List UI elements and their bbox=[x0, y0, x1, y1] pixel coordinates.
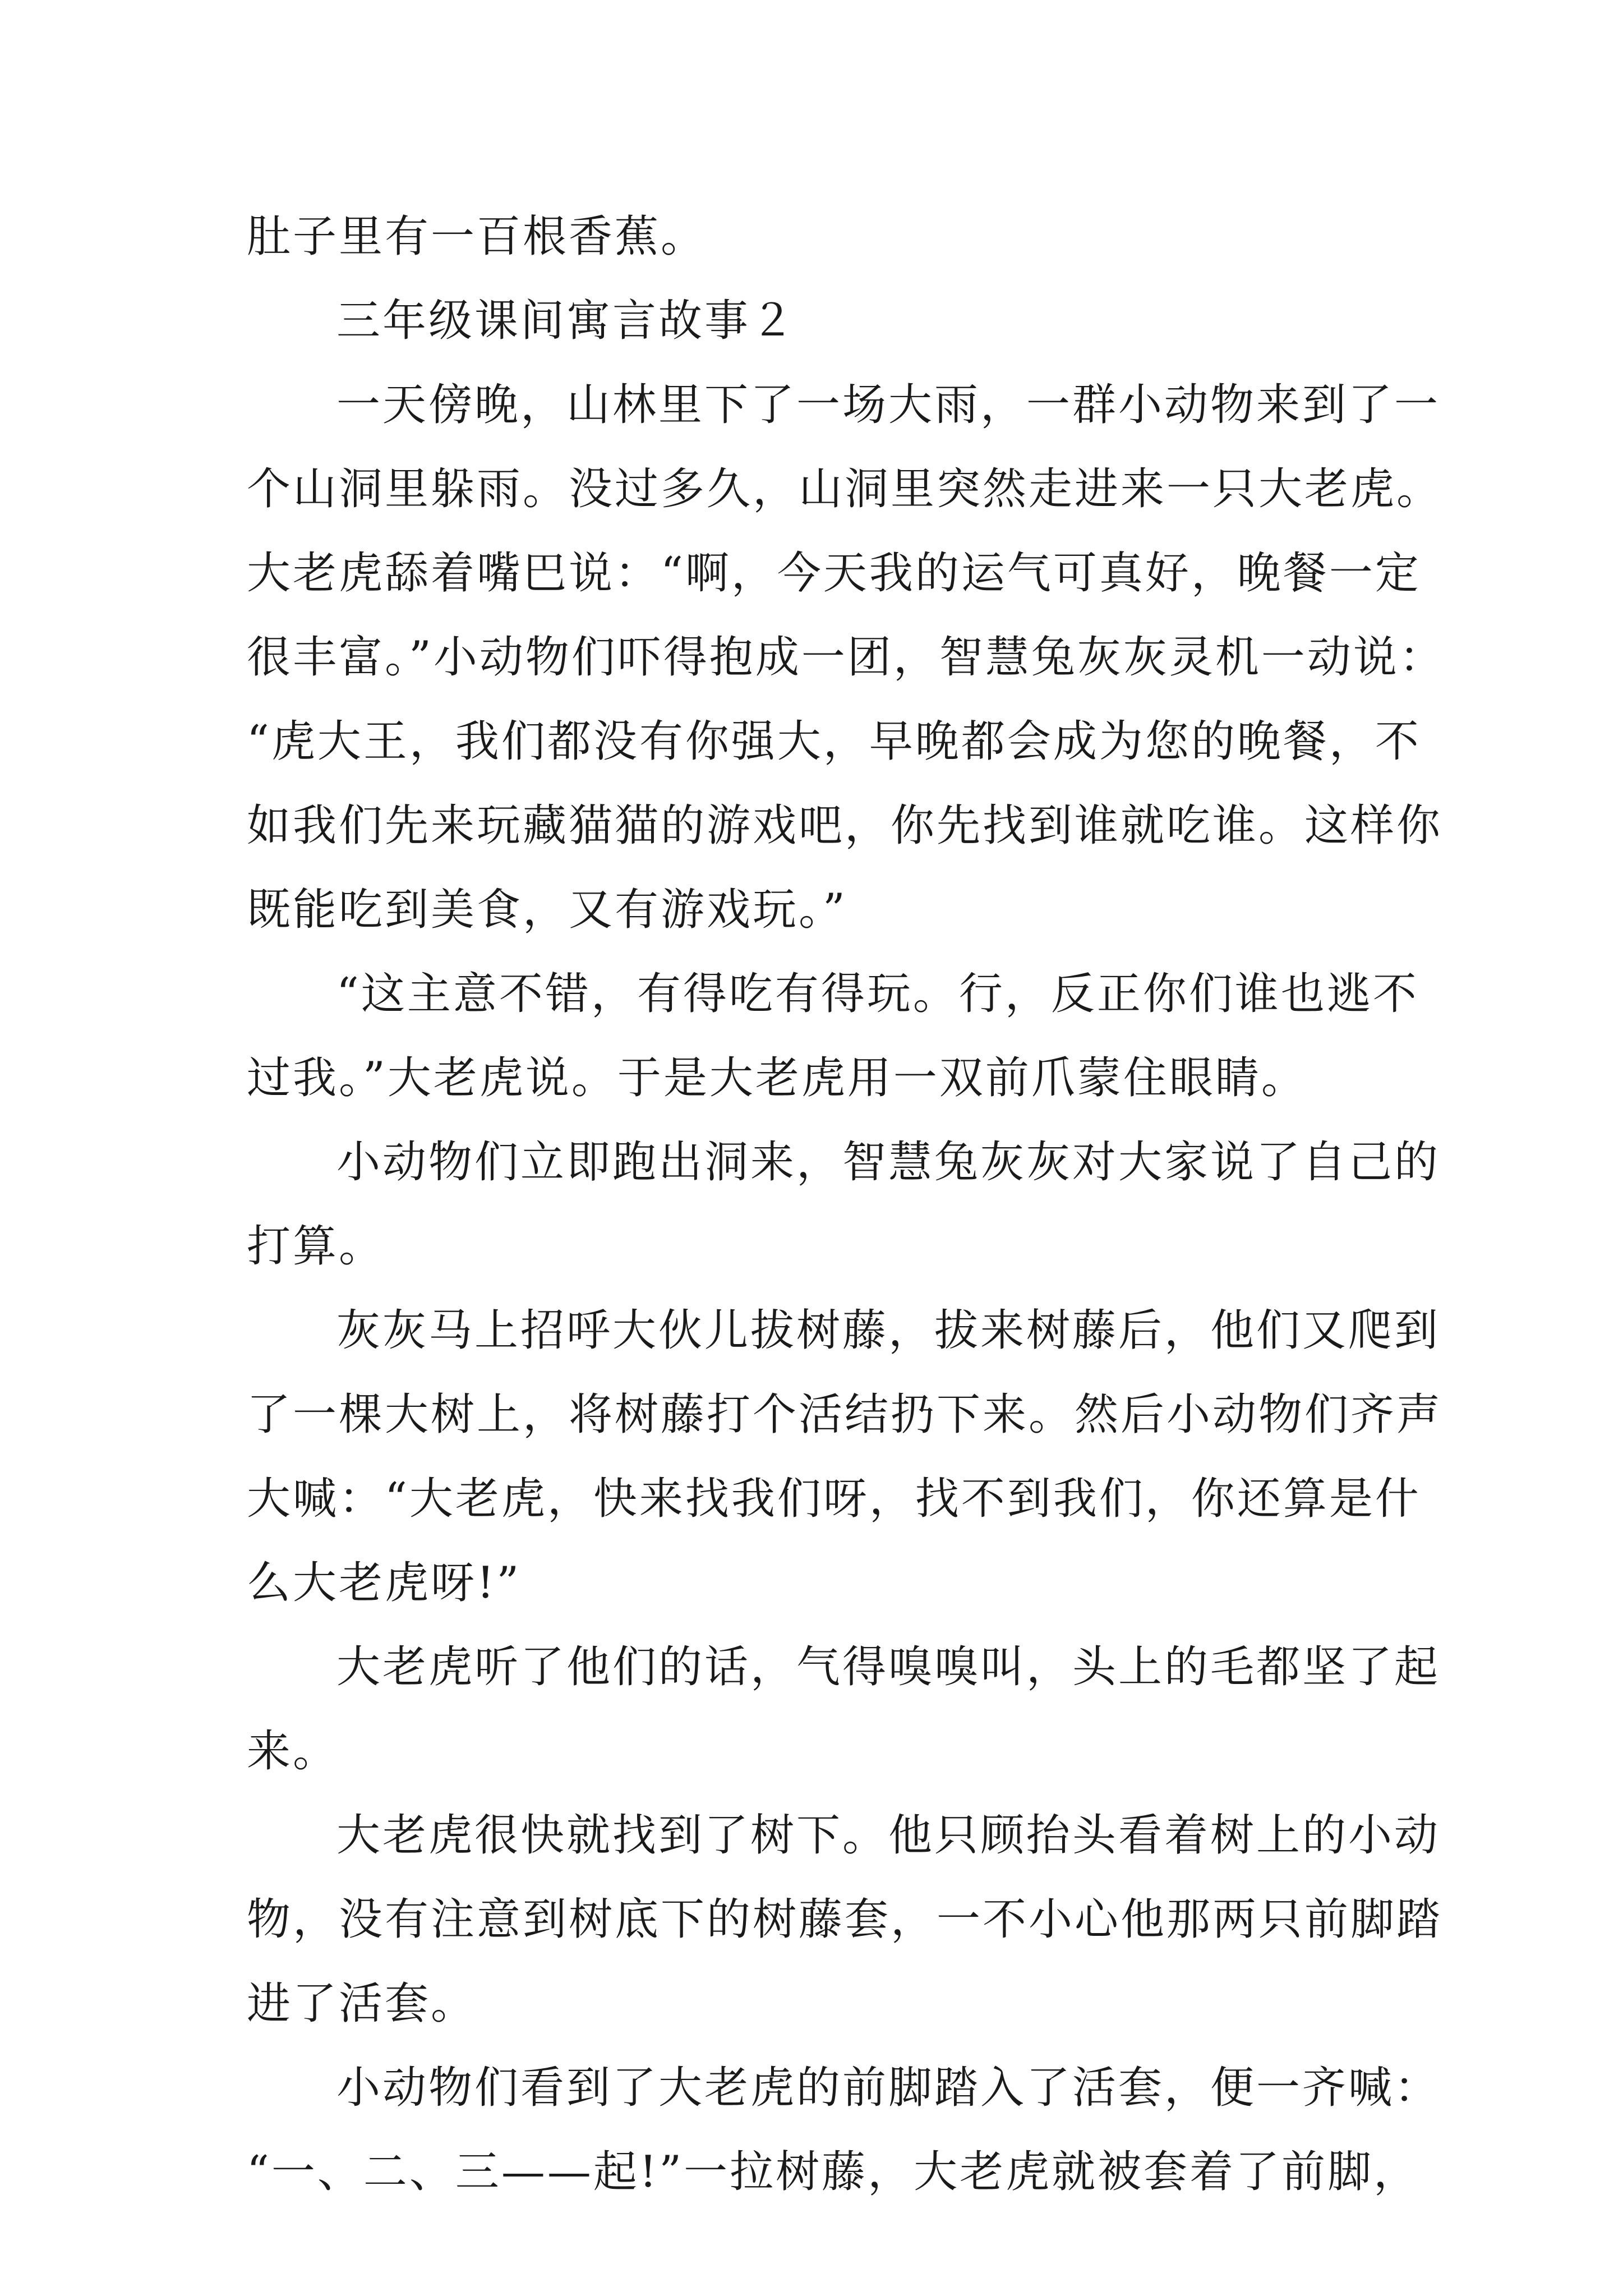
text-line: 进了活套。 bbox=[247, 1978, 477, 2029]
text-line: 了一棵大树上，将树藤打个活结扔下来。然后小动物们齐声 bbox=[247, 1389, 1443, 1440]
text-line: 肚子里有一百根香蕉。 bbox=[247, 211, 707, 262]
text-line: 么大老虎呀!” bbox=[247, 1558, 522, 1608]
text-line: 个山洞里躲雨。没过多久，山洞里突然走进来一只大老虎。 bbox=[247, 464, 1443, 514]
text-line: 很丰富。”小动物们吓得抱成一团，智慧兔灰灰灵机一动说： bbox=[247, 632, 1445, 683]
text-line: 大老虎很快就找到了树下。他只顾抬头看着树上的小动 bbox=[336, 1810, 1441, 1861]
text-line: 大喊：“大老虎，快来找我们呀，找不到我们，你还算是什 bbox=[247, 1474, 1421, 1524]
text-line: 来。 bbox=[247, 1726, 339, 1777]
text-line: 大老虎舔着嘴巴说：“啊，今天我的运气可真好，晚餐一定 bbox=[247, 548, 1421, 599]
text-line: 打算。 bbox=[247, 1221, 385, 1272]
text-line: 小动物们立即跑出洞来，智慧兔灰灰对大家说了自己的 bbox=[336, 1137, 1441, 1188]
text-line: 大老虎听了他们的话，气得嗅嗅叫，头上的毛都坚了起 bbox=[336, 1642, 1441, 1692]
text-line: 如我们先来玩藏猫猫的游戏吧，你先找到谁就吃谁。这样你 bbox=[247, 800, 1443, 851]
text-line: “这主意不错，有得吃有得玩。行，反正你们谁也逃不 bbox=[336, 969, 1419, 1019]
text-line: 物，没有注意到树底下的树藤套，一不小心他那两只前脚踏 bbox=[247, 1894, 1443, 1945]
text-line: 小动物们看到了大老虎的前脚踏入了活套，便一齐喊： bbox=[336, 2063, 1441, 2113]
section-heading: 三年级课间寓言故事２ bbox=[336, 296, 797, 346]
text-line: 既能吃到美食，又有游戏玩。” bbox=[247, 885, 847, 935]
text-line: “虎大王，我们都没有你强大，早晚都会成为您的晚餐，不 bbox=[247, 716, 1421, 767]
text-line: “一、二、三——起!”一拉树藤，大老虎就被套着了前脚， bbox=[247, 2147, 1420, 2197]
text-line: 灰灰马上招呼大伙儿拔树藤，拔来树藤后，他们又爬到 bbox=[336, 1305, 1441, 1356]
text-line: 过我。”大老虎说。于是大老虎用一双前爪蒙住眼睛。 bbox=[247, 1053, 1307, 1103]
text-line: 一天傍晚，山林里下了一场大雨，一群小动物来到了一 bbox=[336, 380, 1441, 430]
